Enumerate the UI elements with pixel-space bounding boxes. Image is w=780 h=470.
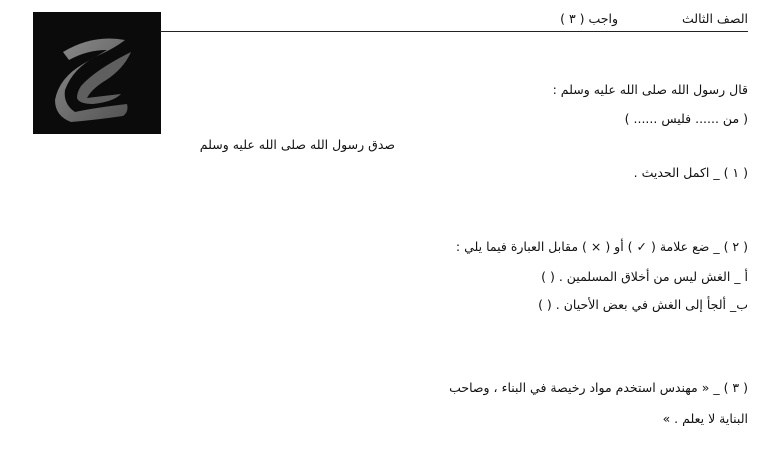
hadith-intro: قال رسول الله صلى الله عليه وسلم : bbox=[552, 82, 748, 97]
question-2-item-a: أ _ الغش ليس من أخلاق المسلمين . ( ) bbox=[541, 269, 748, 284]
header-divider bbox=[160, 31, 748, 32]
question-3: ( ٣ ) _ « مهندس استخدم مواد رخيصة في البناء ، وصاحب bbox=[449, 380, 748, 395]
question-2: ( ٢ ) _ ضع علامة ( ✓ ) أو ( × ) مقابل العبارة فيما يلي : bbox=[455, 239, 748, 254]
hadith-closing: صدق رسول الله صلى الله عليه وسلم bbox=[199, 137, 395, 152]
homework-title: واجب ( ٣ ) bbox=[560, 11, 618, 26]
hadith-text: ( من ...... فليس ...... ) bbox=[624, 111, 748, 126]
grade-label: الصف الثالث bbox=[682, 11, 748, 26]
question-1: ( ١ ) _ اكمل الحديث . bbox=[633, 165, 748, 180]
question-2-item-b: ب_ ألجأ إلى الغش في بعض الأحيان . ( ) bbox=[538, 297, 748, 312]
question-3-continued: البناية لا يعلم . » bbox=[662, 411, 748, 426]
z-logo-icon bbox=[33, 12, 161, 134]
